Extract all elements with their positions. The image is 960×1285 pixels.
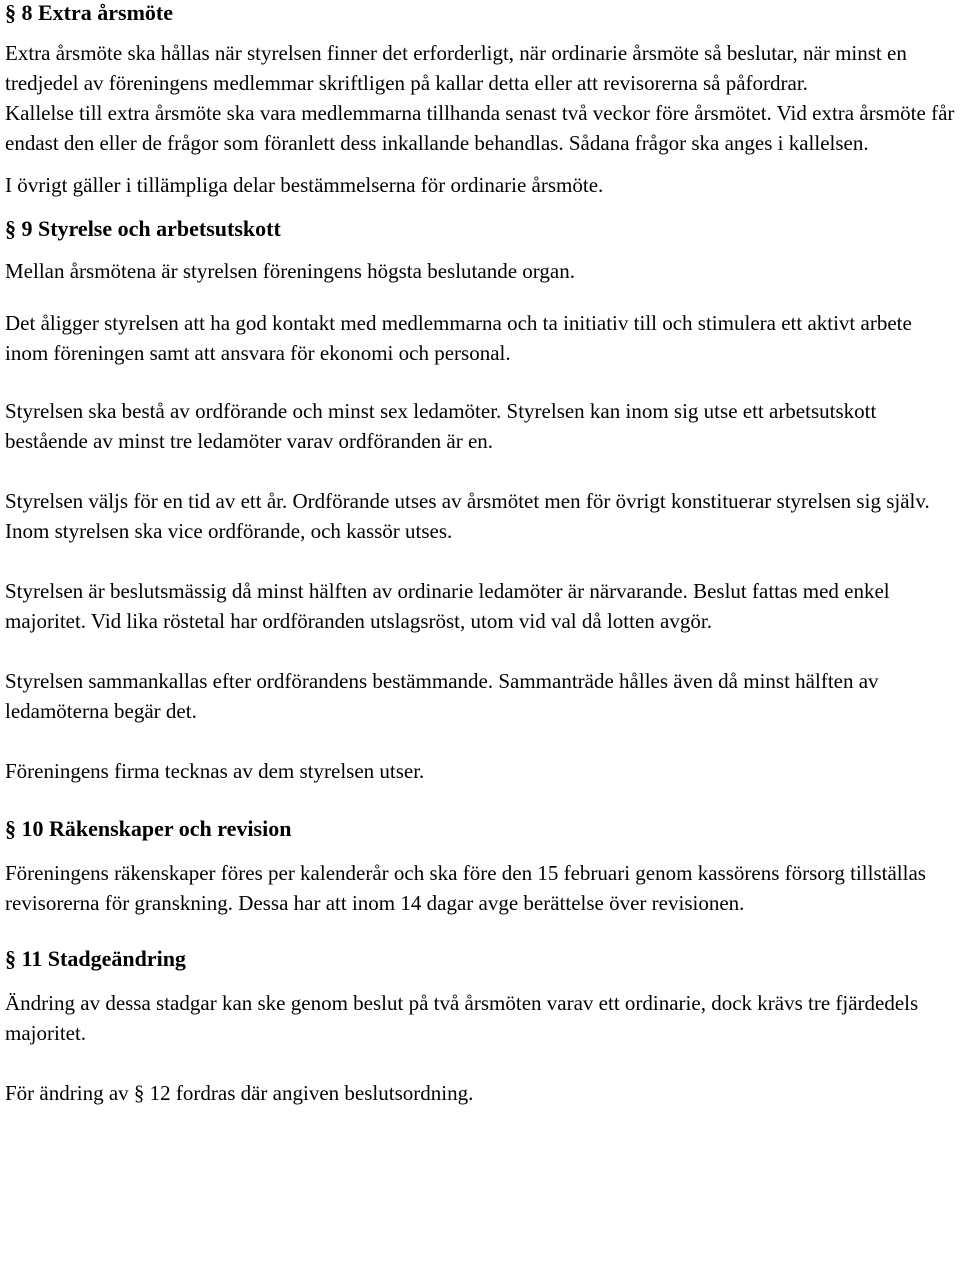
section-10	[5, 816, 960, 918]
section-9-paragraph-2: Det åligger styrelsen att ha god kontakt med medlemmarna och ta initiativ till och stimulera ett aktivt arbete inom föreningen samt att ansvara för ekonomi och personal.	[5, 311, 912, 365]
section-9-heading: § 9 Styrelse och arbetsutskott	[5, 216, 281, 241]
section-11	[5, 946, 960, 1108]
section-8-paragraph-1: Extra årsmöte ska hållas när styrelsen finner det erforderligt, när ordinarie årsmöte så beslutar, när minst en tredjedel av föreningens medlemmar skriftligen på kallar detta eller att revisorerna så påfordrar.	[5, 41, 907, 95]
section-8	[5, 0, 960, 200]
section-9	[5, 216, 960, 786]
section-9-paragraph-4: Styrelsen väljs för en tid av ett år. Ordförande utses av årsmötet men för övrigt konstituerar styrelsen sig själv. Inom styrelsen ska vice ordförande, och kassör utses.	[5, 489, 930, 543]
section-10-heading: § 10 Räkenskaper och revision	[5, 816, 292, 841]
section-8-paragraph-3: I övrigt gäller i tillämpliga delar bestämmelserna för ordinarie årsmöte.	[5, 173, 604, 197]
section-10-paragraph-1: Föreningens räkenskaper föres per kalenderår och ska före den 15 februari genom kassörens försorg tillställas revisorerna för granskning. Dessa har att inom 14 dagar avge berättelse över revisionen.	[5, 861, 926, 915]
section-9-paragraph-7: Föreningens firma tecknas av dem styrelsen utser.	[5, 759, 425, 783]
section-8-paragraph-2: Kallelse till extra årsmöte ska vara medlemmarna tillhanda senast två veckor före årsmötet. Vid extra årsmöte får endast den eller de frågor som föranlett dess inkallande behandlas. Sådana frågor ska anges i kallelsen.	[5, 101, 955, 155]
section-11-paragraph-1: Ändring av dessa stadgar kan ske genom beslut på två årsmöten varav ett ordinarie, dock krävs tre fjärdedels majoritet.	[5, 991, 919, 1045]
section-9-paragraph-3: Styrelsen ska bestå av ordförande och minst sex ledamöter. Styrelsen kan inom sig utse ett arbetsutskott bestående av minst tre ledamöter varav ordföranden är en.	[5, 399, 877, 453]
section-11-heading: § 11 Stadgeändring	[5, 946, 186, 971]
section-9-paragraph-1: Mellan årsmötena är styrelsen föreningens högsta beslutande organ.	[5, 259, 575, 283]
section-9-paragraph-5: Styrelsen är beslutsmässig då minst hälften av ordinarie ledamöter är närvarande. Beslut fattas med enkel majoritet. Vid lika röstetal har ordföranden utslagsröst, utom vid val då lotten avgör.	[5, 579, 890, 633]
section-8-heading: § 8 Extra årsmöte	[5, 0, 174, 25]
section-11-paragraph-2: För ändring av § 12 fordras där angiven beslutsordning.	[5, 1081, 474, 1105]
section-9-paragraph-6: Styrelsen sammankallas efter ordförandens bestämmande. Sammanträde hålles även då minst hälften av ledamöterna begär det.	[5, 669, 879, 723]
